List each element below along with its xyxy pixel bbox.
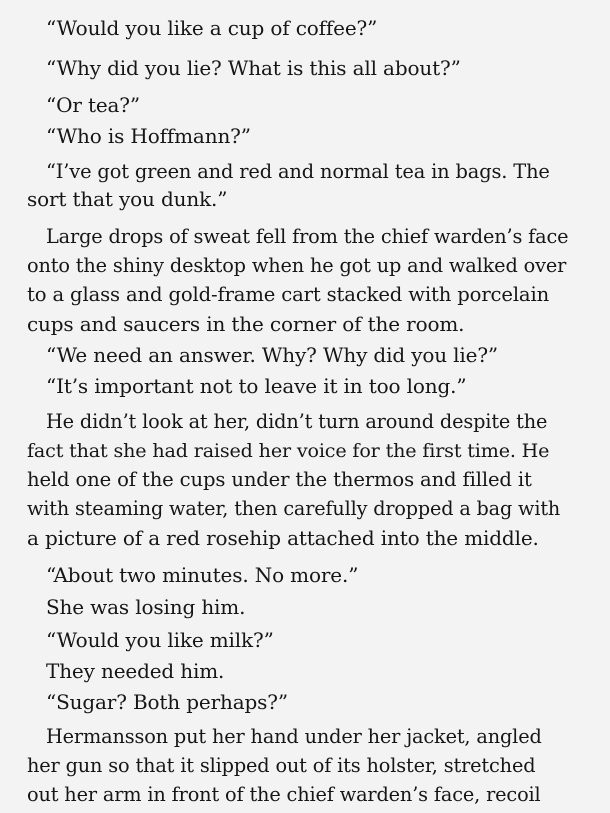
text-line: “Why did you lie? What is this all about?” [46,56,461,80]
text-line: Hermansson put her hand under her jacket, angled [46,725,542,748]
text-line: “Sugar? Both perhaps?” [46,690,288,714]
text-line: a picture of a red rosehip attached into the middle. [27,526,539,550]
text-line: onto the shiny desktop when he got up and walked over [27,254,567,277]
text-line: They needed him. [46,659,225,683]
text-line: sort that you dunk.” [27,187,228,211]
text-line: “I’ve got green and red and normal tea in bags. The [46,160,550,183]
text-line: fact that she had raised her voice for the first time. He [27,439,550,462]
text-line: “It’s important not to leave it in too long.” [46,374,467,398]
text-line: cups and saucers in the corner of the room. [27,312,465,336]
text-line: He didn’t look at her, didn’t turn around despite the [46,410,548,433]
text-line: to a glass and gold-frame cart stacked with porcelain [27,283,550,306]
text-line: “We need an answer. Why? Why did you lie?” [46,343,499,367]
text-line: She was losing him. [46,595,246,619]
text-line: Large drops of sweat fell from the chief warden’s face [46,225,569,248]
text-line: “About two minutes. No more.” [46,563,359,587]
text-line: out her arm in front of the chief warden’s face, recoil [27,783,541,806]
text-line: “Who is Hoffmann?” [46,124,251,148]
text-line: with steaming water, then carefully dropped a bag with [27,497,561,520]
text-line: “Or tea?” [46,93,140,117]
text-line: her gun so that it slipped out of its holster, stretched [27,754,536,777]
text-line: “Would you like milk?” [46,628,274,652]
text-line: “Would you like a cup of coffee?” [46,16,378,40]
text-line: held one of the cups under the thermos and filled it [27,468,532,491]
